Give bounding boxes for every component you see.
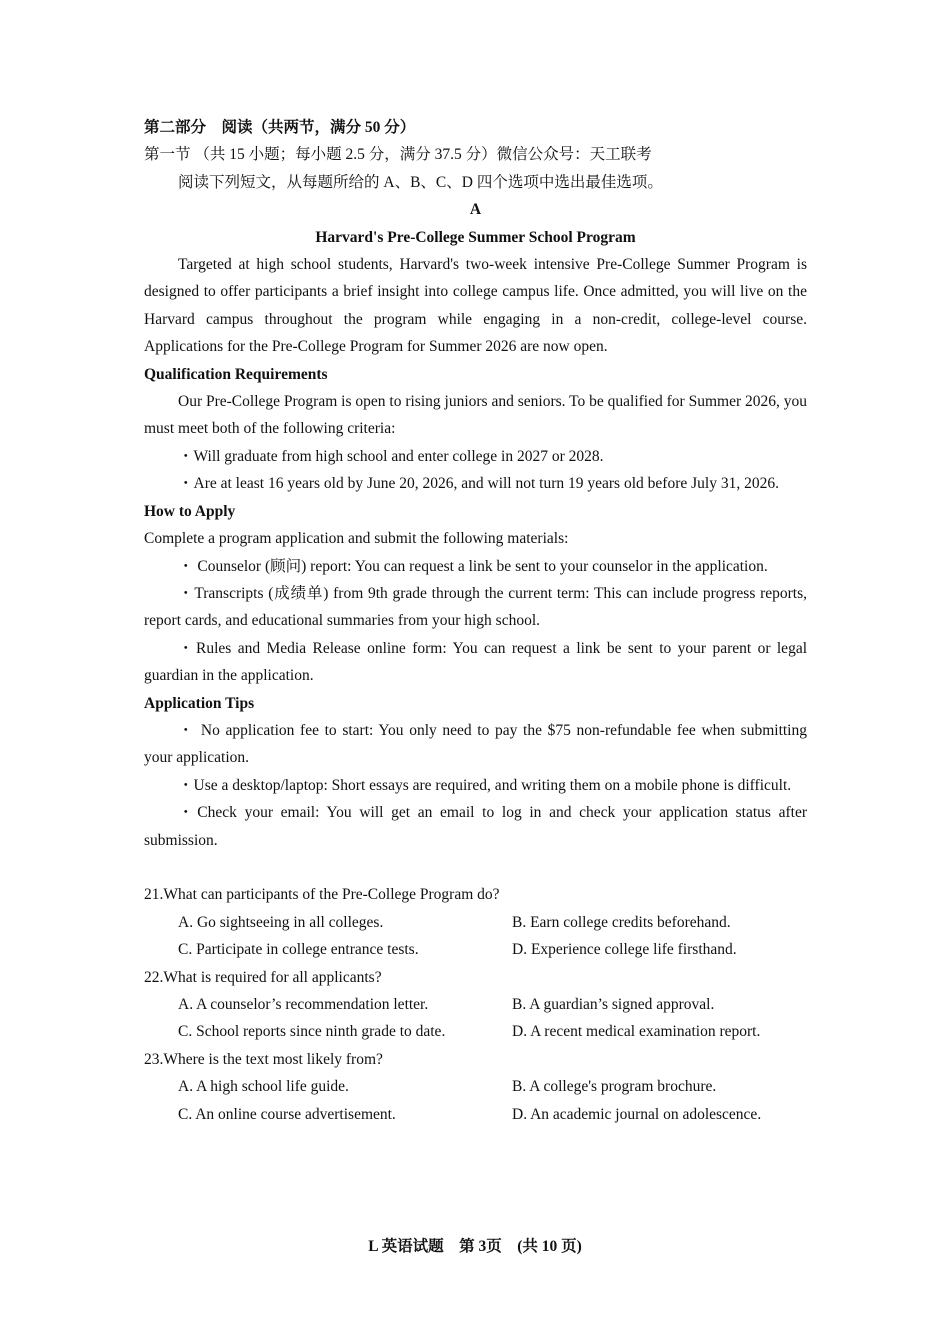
option-a: A. A high school life guide. [178, 1078, 349, 1096]
question-stem: 22.What is required for all applicants? [144, 968, 382, 986]
option-c: C. Participate in college entrance tests. [178, 941, 419, 959]
apply-item: ・Transcripts (成绩单) from 9th grade through the current term: This can include progress reports, report cards, and educational summaries from your high school. [144, 584, 807, 630]
qualification-item: ・Will graduate from high school and enter college in 2027 or 2028. [178, 447, 604, 465]
tips-item: ・Check your email: You will get an email to log in and check your application status after submission. [144, 804, 807, 849]
tips-item: ・ No application fee to start: You only need to pay the $75 non-refundable fee when submitting your application. [144, 721, 807, 767]
option-a: A. Go sightseeing in all colleges. [178, 913, 384, 931]
option-b: B. A college's program brochure. [512, 1078, 717, 1096]
part-title: 第二部分 阅读（共两节，满分 50 分） [144, 119, 416, 136]
apply-item: ・Rules and Media Release online form: You can request a link be sent to your parent or legal guardian in the application. [144, 639, 807, 685]
option-b: B. A guardian’s signed approval. [512, 995, 715, 1013]
passage-title: Harvard's Pre-College Summer School Program [315, 228, 636, 246]
qualification-text: Our Pre-College Program is open to rising juniors and seniors. To be qualified for Summer 2026, you must meet both of the following criteria: [144, 393, 807, 438]
tips-heading: Application Tips [144, 694, 255, 712]
option-c: C. An online course advertisement. [178, 1105, 396, 1123]
apply-text: Complete a program application and submit the following materials: [144, 530, 569, 548]
question-options [144, 991, 807, 1046]
qualification-heading: Qualification Requirements [144, 365, 328, 383]
option-d: D. An academic journal on adolescence. [512, 1105, 762, 1123]
option-b: B. Earn college credits beforehand. [512, 913, 731, 931]
question-options [144, 909, 807, 964]
qualification-item: ・Are at least 16 years old by June 20, 2026, and will not turn 19 years old before July 31, 2026. [178, 475, 779, 493]
question-stem: 23.Where is the text most likely from? [144, 1050, 383, 1068]
option-d: D. A recent medical examination report. [512, 1023, 761, 1041]
instruction: 阅读下列短文，从每题所给的 A、B、C、D 四个选项中选出最佳选项。 [178, 173, 663, 191]
question-stem: 21.What can participants of the Pre-College Program do? [144, 886, 500, 904]
exam-page [144, 114, 807, 1128]
question-options [144, 1073, 807, 1128]
option-c: C. School reports since ninth grade to date. [178, 1023, 446, 1041]
option-d: D. Experience college life firsthand. [512, 941, 737, 959]
option-a: A. A counselor’s recommendation letter. [178, 995, 429, 1013]
apply-item: ・ Counselor (顾问) report: You can request a link be sent to your counselor in the application. [178, 557, 768, 575]
passage-letter: A [469, 201, 482, 219]
page-footer: L 英语试题 第 3页 (共 10 页) [368, 1238, 582, 1255]
tips-item: ・Use a desktop/laptop: Short essays are required, and writing them on a mobile phone is difficult. [178, 776, 792, 794]
apply-heading: How to Apply [144, 502, 236, 520]
subsection-title: 第一节 （共 15 小题；每小题 2.5 分，满分 37.5 分）微信公众号：天工联考 [144, 146, 652, 164]
passage-intro: Targeted at high school students, Harvard's two-week intensive Pre-College Summer Program is designed to offer participants a brief insight into college campus life. Once admitted, you will live on the Harvard campus throughout the program while engaging in a non-credit, college-level course. Applications for the Pre-College Program for Summer 2026 are now open. [144, 256, 807, 356]
